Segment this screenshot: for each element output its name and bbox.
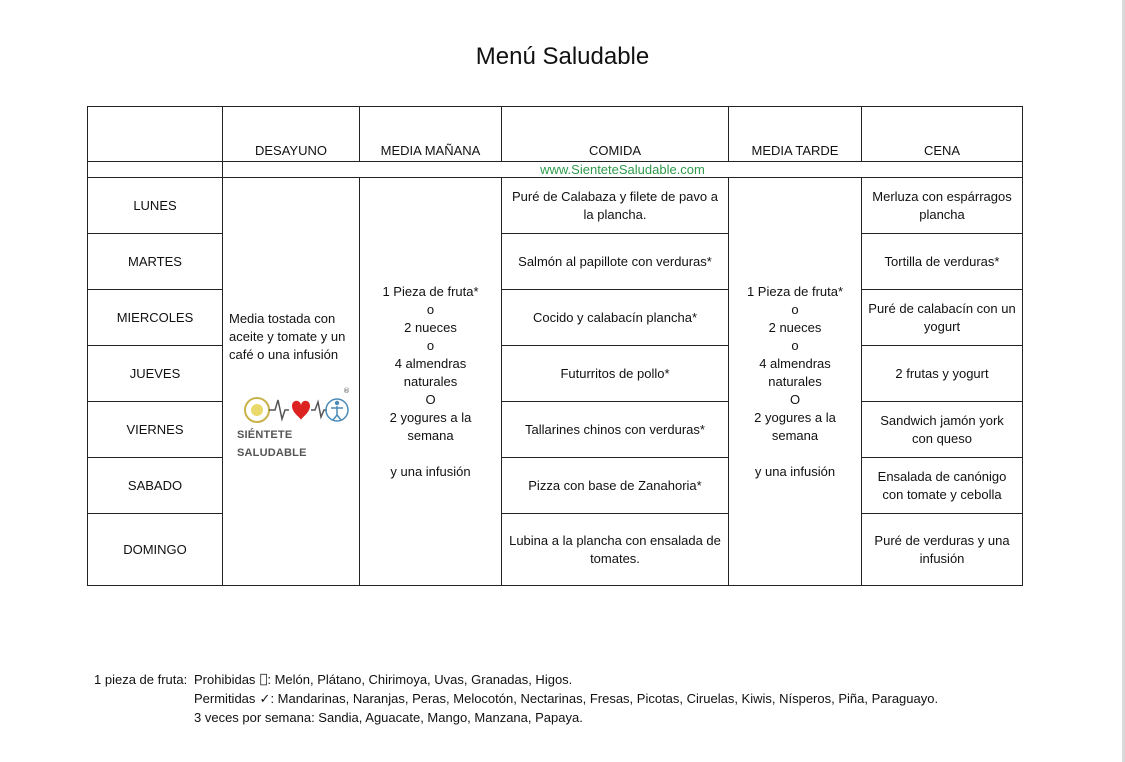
permitidas-prefix: Permitidas bbox=[194, 690, 256, 706]
header-media-manana: MEDIA MAÑANA bbox=[360, 107, 502, 162]
snack-line: 2 nueces bbox=[768, 319, 822, 335]
comida-cell: Pizza con base de Zanahoria* bbox=[502, 458, 729, 514]
snack-line: 4 almendras bbox=[394, 355, 467, 371]
snack-line: y una infusión bbox=[754, 463, 836, 479]
snack-line: 2 yogures a la bbox=[389, 409, 472, 425]
day-label: MARTES bbox=[88, 234, 223, 290]
comida-cell: Tallarines chinos con verduras* bbox=[502, 402, 729, 458]
fruit-notes bbox=[94, 671, 938, 728]
page-title: Menú Saludable bbox=[475, 43, 650, 70]
day-row bbox=[88, 178, 1023, 234]
header-row bbox=[88, 107, 1023, 162]
notes-permitidas-row bbox=[94, 690, 938, 710]
svg-text:®: ® bbox=[343, 386, 350, 395]
snack-line: semana bbox=[407, 427, 454, 443]
day-label: VIERNES bbox=[88, 402, 223, 458]
snack-line bbox=[366, 445, 495, 463]
day-label: SABADO bbox=[88, 458, 223, 514]
header-empty bbox=[88, 107, 223, 162]
media-manana-cell bbox=[360, 178, 502, 586]
logo bbox=[237, 386, 350, 459]
comida-cell: Futurritos de pollo* bbox=[502, 346, 729, 402]
day-label: DOMINGO bbox=[88, 514, 223, 586]
logo-text: SIÉNTETE SALUDABLE bbox=[237, 428, 307, 459]
snack-line: naturales bbox=[403, 373, 458, 389]
cena-cell: Puré de verduras y una infusión bbox=[862, 514, 1023, 586]
cena-cell: Tortilla de verduras* bbox=[862, 234, 1023, 290]
comida-cell: Lubina a la plancha con ensalada de tomates. bbox=[502, 514, 729, 586]
cena-cell: Merluza con espárragos plancha bbox=[862, 178, 1023, 234]
header-desayuno: DESAYUNO bbox=[223, 107, 360, 162]
website-cell bbox=[223, 162, 1023, 178]
website-link[interactable]: www.SienteteSaludable.com bbox=[540, 162, 705, 177]
heart-pulse-icon bbox=[237, 386, 350, 430]
cena-cell: 2 frutas y yogurt bbox=[862, 346, 1023, 402]
day-label: LUNES bbox=[88, 178, 223, 234]
snack-line: O bbox=[789, 391, 801, 407]
snack-line: O bbox=[425, 391, 436, 407]
snack-line: 1 Pieza de fruta* bbox=[382, 283, 479, 299]
snack-line: 2 yogures a la bbox=[754, 409, 836, 425]
menu-table bbox=[87, 106, 1023, 586]
website-row-empty bbox=[88, 162, 223, 178]
cena-cell: Sandwich jamón york con queso bbox=[862, 402, 1023, 458]
snack-line: semana bbox=[771, 427, 819, 443]
comida-cell: Puré de Calabaza y filete de pavo a la plancha. bbox=[502, 178, 729, 234]
header-media-tarde: MEDIA TARDE bbox=[729, 107, 862, 162]
permitidas-list: : Mandarinas, Naranjas, Peras, Melocotón, Nectarinas, Fresas, Picotas, Ciruelas, Kiwis, Nísperos, Piña, Paraguayo. bbox=[270, 690, 939, 706]
header-cena: CENA bbox=[862, 107, 1023, 162]
comida-cell: Cocido y calabacín plancha* bbox=[502, 290, 729, 346]
desayuno-text: Media tostada con aceite y tomate y un café o una infusión bbox=[229, 310, 346, 362]
cena-cell: Puré de calabacín con un yogurt bbox=[862, 290, 1023, 346]
website-row bbox=[88, 162, 1023, 178]
notes-prohibidas-row bbox=[94, 671, 938, 690]
header-comida: COMIDA bbox=[502, 107, 729, 162]
snack-line: o bbox=[426, 301, 435, 317]
snack-line bbox=[735, 445, 855, 463]
day-label: MIERCOLES bbox=[88, 290, 223, 346]
check-icon: ✓ bbox=[255, 691, 271, 707]
cena-cell: Ensalada de canónigo con tomate y cebolla bbox=[862, 458, 1023, 514]
snack-line: 1 Pieza de fruta* bbox=[746, 283, 844, 299]
media-tarde-cell bbox=[729, 178, 862, 586]
snack-line: naturales bbox=[768, 373, 822, 389]
day-label: JUEVES bbox=[88, 346, 223, 402]
prohibited-icon: ⃠ bbox=[255, 672, 268, 687]
snack-line: 2 nueces bbox=[404, 319, 457, 335]
prohibidas-prefix: Prohibidas bbox=[194, 672, 256, 687]
prohibidas-list: : Melón, Plátano, Chirimoya, Uvas, Granadas, Higos. bbox=[267, 672, 573, 687]
snack-line: o bbox=[791, 301, 799, 317]
snack-line: y una infusión bbox=[390, 463, 471, 479]
comida-cell: Salmón al papillote con verduras* bbox=[502, 234, 729, 290]
snack-line: o bbox=[426, 337, 435, 353]
notes-tres-veces-row: 3 veces por semana: Sandia, Aguacate, Mango, Manzana, Papaya. bbox=[194, 710, 583, 725]
notes-label: 1 pieza de fruta: bbox=[94, 672, 188, 687]
snack-line: 4 almendras bbox=[759, 355, 831, 371]
desayuno-cell bbox=[223, 178, 360, 586]
snack-line: o bbox=[791, 337, 799, 353]
